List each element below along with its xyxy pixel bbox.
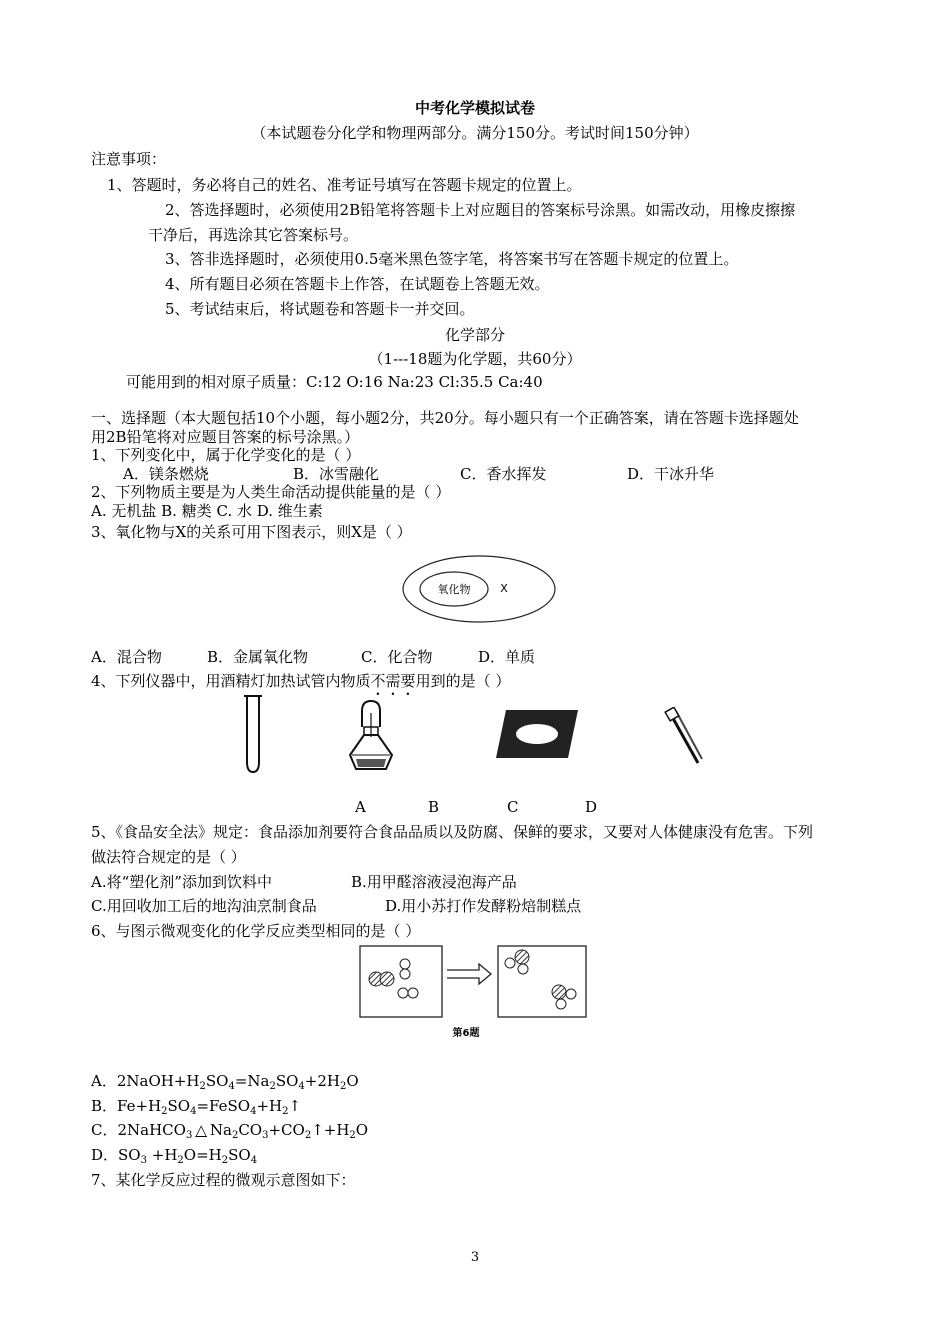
q6-option-d-prefix: D． xyxy=(91,1146,119,1164)
q6-c-sub: 2 xyxy=(231,1130,239,1141)
q6-d-part: SO xyxy=(118,1146,141,1164)
q6-c-sub: 2 xyxy=(349,1130,356,1141)
q6-c-part: 2NaHCO xyxy=(117,1121,186,1139)
q6-b-part: Fe+H xyxy=(117,1097,162,1115)
q6-c-part: CO xyxy=(238,1121,263,1139)
q6-atom-hatched xyxy=(380,972,394,986)
q6-d-part: +H xyxy=(146,1146,178,1164)
q6-atom-hatched xyxy=(515,950,529,964)
q3-option-c: C．化合物 xyxy=(361,648,433,666)
q6-stem: 6、与图示微观变化的化学反应类型相同的是（ ） xyxy=(91,922,421,940)
q6-d-sub: 4 xyxy=(250,1155,258,1166)
q3-outer-label: X xyxy=(500,582,508,595)
q3-option-d: D．单质 xyxy=(478,648,536,666)
q1-stem: 1、下列变化中，属于化学变化的是（ ） xyxy=(91,446,361,464)
q6-atom-white xyxy=(566,989,576,999)
q6-a-part: O xyxy=(346,1072,359,1090)
q3-venn-figure xyxy=(400,553,558,625)
q6-a-sub: 2 xyxy=(269,1081,276,1092)
notice-item-5: 5、考试结束后，将试题卷和答题卡一并交回。 xyxy=(165,300,475,318)
q5-stem-cont: 做法符合规定的是（ ） xyxy=(91,848,246,866)
q3-option-b: B．金属氧化物 xyxy=(207,648,309,666)
q6-atom-white xyxy=(400,959,410,969)
q6-b-part: +H xyxy=(256,1097,283,1115)
q6-a-sub: 2 xyxy=(199,1081,206,1092)
q6-option-d xyxy=(91,1145,257,1165)
q6-atom-white xyxy=(398,988,408,998)
notice-item-1: 1、答题时，务必将自己的姓名、准考证号填写在答题卡规定的位置上。 xyxy=(107,176,582,194)
notice-item-2: 2、答选择题时，必须使用2B铅笔将答题卡上对应题目的答案标号涂黑。如需改动，用橡皮擦擦 xyxy=(165,201,796,219)
wire-gauze-figure xyxy=(494,708,580,760)
q6-a-sub: 4 xyxy=(228,1081,235,1092)
q6-d-sub: 3 xyxy=(140,1155,147,1166)
q4-label-d: D xyxy=(585,798,598,816)
q6-a-sub: 4 xyxy=(298,1081,305,1092)
q4-stem xyxy=(91,671,510,699)
q5-stem: 5、《食品安全法》规定：食品添加剂要符合食品品质以及防腐、保鲜的要求，又要对人体健康没有危害。下列 xyxy=(91,823,814,841)
q6-option-a-prefix: A． xyxy=(91,1072,117,1090)
q6-option-b xyxy=(91,1096,301,1116)
part1-intro: 一、选择题（本大题包括10个小题，每小题2分，共20分。每小题只有一个正确答案，请在答题卡选择题处 xyxy=(91,409,799,427)
q6-c-part: Na xyxy=(209,1121,232,1139)
q4-stem-a: 4、下列仪器中，用酒精灯加热试管内物质 xyxy=(91,672,371,690)
q6-a-part: SO xyxy=(205,1072,229,1090)
q1-option-d: D．干冰升华 xyxy=(627,465,715,483)
exam-title: 中考化学模拟试卷 xyxy=(414,99,535,117)
q5-option-a: A.将“塑化剂”添加到饮料中 xyxy=(91,873,272,891)
q6-reaction-figure xyxy=(355,942,591,1042)
q6-option-c xyxy=(91,1120,368,1140)
q6-d-part: O=H xyxy=(183,1146,222,1164)
section-range: （1---18题为化学题，共60分） xyxy=(368,350,582,368)
q2-stem: 2、下列物质主要是为人类生命活动提供能量的是（ ） xyxy=(91,483,451,501)
notice-heading: 注意事项： xyxy=(91,150,167,168)
q6-c-part: +CO xyxy=(268,1121,305,1139)
q6-b-sub: 2 xyxy=(282,1106,289,1117)
q6-atom-white xyxy=(408,988,418,998)
q6-a-part: +2H xyxy=(304,1072,340,1090)
exam-subtitle: （本试题卷分化学和物理两部分。满分150分。考试时间150分钟） xyxy=(251,124,699,142)
heat-triangle-icon: △ xyxy=(195,1121,207,1139)
q6-c-sub: 2 xyxy=(304,1130,312,1141)
q4-label-a: A xyxy=(355,798,366,816)
q6-atom-white xyxy=(518,964,528,974)
q6-d-sub: 2 xyxy=(221,1155,229,1166)
q7-stem: 7、某化学反应过程的微观示意图如下： xyxy=(91,1171,356,1189)
q6-option-a xyxy=(91,1071,359,1091)
q6-a-part: 2NaOH+H xyxy=(116,1072,200,1090)
q6-option-b-prefix: B． xyxy=(91,1097,118,1115)
q3-stem: 3、氧化物与X的关系可用下图表示，则X是（ ） xyxy=(91,523,412,541)
q6-d-sub: 2 xyxy=(177,1155,184,1166)
q1-option-c: C．香水挥发 xyxy=(460,465,547,483)
q5-option-d: D.用小苏打作发酵粉焙制糕点 xyxy=(385,897,582,915)
notice-item-2-cont: 干净后，再选涂其它答案标号。 xyxy=(148,226,359,244)
q1-option-b: B．冰雪融化 xyxy=(293,465,380,483)
q6-atom-white xyxy=(505,958,515,968)
q6-b-sub: 2 xyxy=(161,1106,168,1117)
q5-option-c: C.用回收加工后的地沟油烹制食品 xyxy=(91,897,317,915)
q6-c-part: ↑+H xyxy=(311,1121,350,1139)
q6-after-box xyxy=(498,946,586,1017)
q1-option-a: A．镁条燃烧 xyxy=(123,465,209,483)
q6-a-sub: 2 xyxy=(339,1081,347,1092)
q6-atom-white xyxy=(400,969,410,979)
q3-inner-label: 氧化物 xyxy=(437,583,471,596)
q6-c-sub: 3 xyxy=(185,1130,193,1141)
q4-stem-b: 用到的是（ ） xyxy=(415,672,511,690)
q6-atom-white xyxy=(556,999,566,1009)
page-number: 3 xyxy=(470,1250,480,1265)
q6-figure-caption: 第6题 xyxy=(452,1028,480,1039)
q6-d-part: SO xyxy=(228,1146,251,1164)
tongs-figure xyxy=(664,707,706,769)
q4-stem-emphasis: 不需要 xyxy=(370,672,416,690)
q6-b-sub: 4 xyxy=(190,1106,197,1117)
part1-intro-cont: 用2B铅笔将对应题目答案的标号涂黑。） xyxy=(91,428,360,446)
q6-atom-hatched xyxy=(552,985,566,999)
q5-option-b: B.用甲醛溶液浸泡海产品 xyxy=(351,873,517,891)
q3-option-a: A．混合物 xyxy=(91,648,162,666)
atomic-mass-note: 可能用到的相对原子质量：C:12 O:16 Na:23 Cl:35.5 Ca:40 xyxy=(126,373,543,391)
q6-b-part: ↑ xyxy=(288,1097,302,1115)
q4-label-c: C xyxy=(507,798,519,816)
section-title: 化学部分 xyxy=(444,326,505,344)
q6-c-sub: 3 xyxy=(262,1130,269,1141)
q6-b-sub: 4 xyxy=(250,1106,257,1117)
q6-arrow-icon xyxy=(447,964,491,984)
q6-option-c-prefix: C． xyxy=(91,1121,118,1139)
alcohol-lamp-figure xyxy=(346,697,396,777)
notice-item-3: 3、答非选择题时，必须使用0.5毫米黑色签字笔，将答案书写在答题卡规定的位置上。 xyxy=(165,250,739,268)
q6-b-part: SO xyxy=(167,1097,191,1115)
notice-item-4: 4、所有题目必须在答题卡上作答，在试题卷上答题无效。 xyxy=(165,275,550,293)
q6-a-part: SO xyxy=(275,1072,299,1090)
q6-b-part: =FeSO xyxy=(196,1097,251,1115)
q3-outer-ellipse xyxy=(403,556,555,622)
q4-label-b: B xyxy=(428,798,440,816)
q6-a-part: =Na xyxy=(234,1072,270,1090)
q2-options: A. 无机盐 B. 糖类 C. 水 D. 维生素 xyxy=(91,502,323,520)
test-tube-figure xyxy=(238,694,268,776)
q6-c-part: O xyxy=(355,1121,369,1139)
